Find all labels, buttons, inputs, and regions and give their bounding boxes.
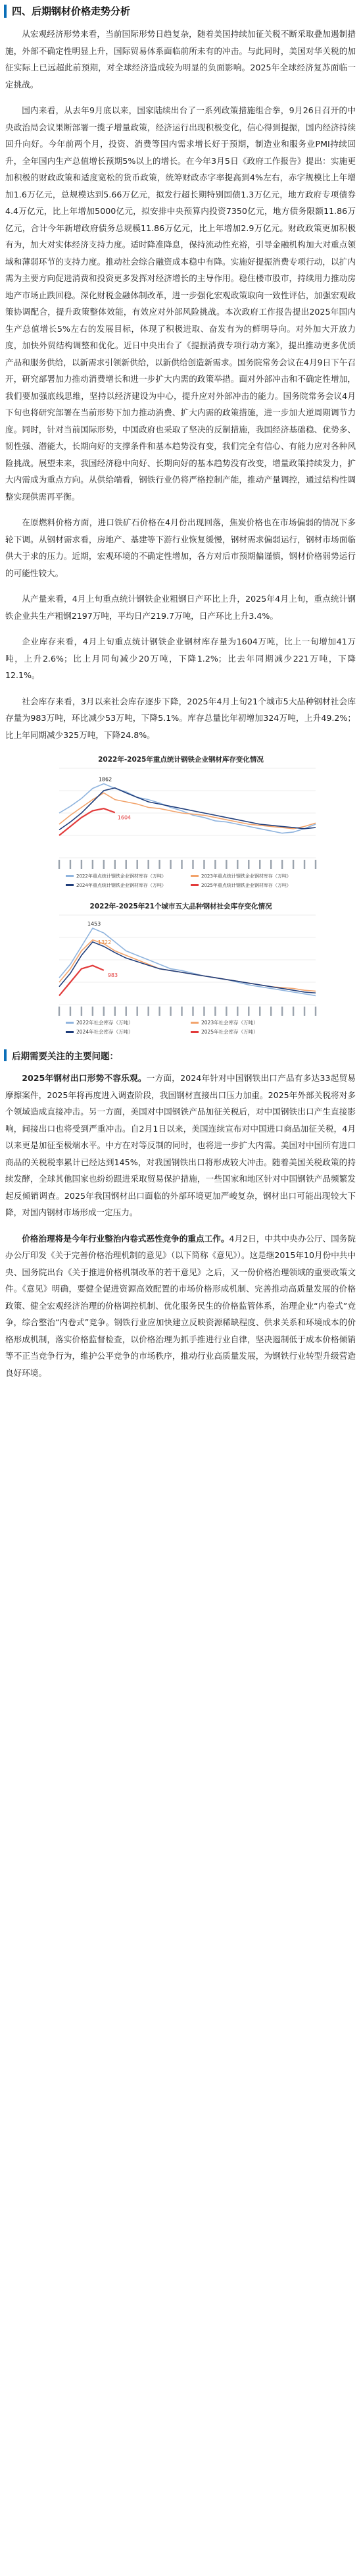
x-tick-label bbox=[281, 1007, 282, 1016]
legend-label: 2025年重点统计钢铁企业钢材库存（万吨） bbox=[201, 883, 291, 888]
legend-label: 2024年重点统计钢铁企业钢材库存（万吨） bbox=[76, 883, 166, 888]
x-tick-label bbox=[181, 1007, 182, 1016]
x-tick-label bbox=[226, 1007, 227, 1016]
paragraph-text: 一方面，2024年针对中国钢铁出口产品有多达33起贸易摩擦案件，2025年将再度进入调查阶段，我国钢材直接出口压力加重。2025年外部关税将对多个领域造成直接冲击。另一方面，美国对中国钢铁产品加征关税后，对中国钢铁出口产生直接影响，间接出口也将受到严重冲击。自2月1日以来，美国连续宣布对中国进口商品加征关税，4月以来更是加征至极端水平。中方在对等反制的同时，也将进一步扩大内需。美国对中国所有进口商品的关税税率累计已经达到145%，对我国钢铁出口将形成较大冲击。随着美国关税政策的持续发酵，全球其他国家也纷纷跟进采取贸易保护措施，一些国家和地区针对中国钢铁产品频繁发起反倾销调查。2025年我国钢材出口面临的外部环境更加严峻复杂，钢材出口可能出现较大下降，对国内钢材市场形成一定压力。 bbox=[5, 1073, 356, 1217]
x-tick-label bbox=[125, 860, 126, 869]
social-inventory-chart bbox=[39, 899, 322, 1041]
data-label: 1604 bbox=[117, 814, 131, 821]
subsection-accent-bar bbox=[4, 1049, 7, 1061]
x-tick-label bbox=[259, 860, 260, 869]
section-accent-bar bbox=[4, 5, 7, 18]
data-label: 1862 bbox=[98, 776, 112, 783]
data-label: 1453 bbox=[87, 920, 101, 927]
legend-swatch-2023 bbox=[191, 875, 199, 877]
x-tick-label bbox=[248, 860, 249, 869]
chart-title: 2022年-2025年21个城市五大品种钢材社会库存变化情况 bbox=[89, 903, 272, 910]
x-tick-label bbox=[58, 860, 59, 869]
data-label: 1322 bbox=[97, 939, 111, 945]
x-tick-label bbox=[125, 1007, 126, 1016]
steel-enterprise-inventory-chart bbox=[39, 752, 322, 894]
x-tick-label bbox=[226, 860, 227, 869]
subsection-header bbox=[4, 1049, 361, 1062]
x-tick-label bbox=[237, 1007, 238, 1016]
legend-label: 2022年重点统计钢铁企业钢材库存（万吨） bbox=[76, 874, 166, 879]
x-tick-label bbox=[80, 860, 82, 869]
x-tick-label bbox=[103, 1007, 104, 1016]
x-tick-label bbox=[170, 860, 171, 869]
paragraph: 从宏观经济形势来看，当前国际形势日趋复杂，随着美国持续加征关税不断采取叠加遏制措施，外部不确定性明显上升，国际贸易体系面临前所未有的冲击。与此同时，美国对华关税的加征实际上已远超此前预期，对全球经济造成较为明显的负面影响。2025年全球经济复苏面临一定挑战。 bbox=[5, 29, 356, 90]
x-tick-label bbox=[147, 1007, 149, 1016]
legend-swatch-2025 bbox=[191, 884, 199, 886]
legend-label: 2025年社会库存（万吨） bbox=[201, 1029, 258, 1035]
x-tick-label bbox=[69, 860, 70, 869]
paragraph-text: 4月2日，中共中央办公厅、国务院办公厅印发《关于完善价格治理机制的意见》（以下简称《意见》）。这是继2015年10月份中共中央、国务院出台《关于推进价格机制改革的若干意见》之后，又一份价格治理领域的重要政策文件。《意见》明确，要健全促进资源高效配置的市场价格形成机制、完善推动高质量发展的价格政策、健全宏观经济治理的价格调控机制、优化服务民生的价格监管体系，治理企业“内卷式”竞争，综合整治“内卷式”竞争。钢铁行业应加快建立反映资源稀缺程度、供求关系和环境成本的价格形成机制，落实价格监督检查，以价格治理为抓手推进行业自律，坚决遏制低于成本价格倾销等不正当竞争行为，维护公平竞争的市场秩序，推动行业高质量发展，为钢铁行业转型升级营造良好环境。 bbox=[5, 1233, 356, 1378]
paragraph-lead: 价格治理将是今年行业整治内卷式恶性竞争的重点工作。 bbox=[22, 1233, 229, 1244]
chart-title: 2022年-2025年重点统计钢铁企业钢材库存变化情况 bbox=[97, 756, 264, 764]
legend-swatch-2024 bbox=[66, 1031, 74, 1033]
x-tick-label bbox=[114, 860, 115, 869]
x-tick-label bbox=[192, 1007, 193, 1016]
legend-swatch-2023 bbox=[191, 1022, 199, 1024]
paragraph: 国内来看，从去年9月底以来，国家陆续出台了一系列政策措施组合拳，9月26日召开的中央政治局会议果断部署一揽子增量政策，经济运行出现积极变化，信心得到提振，国内经济持续回升向好。今年前两个月，投资、消费等国内需求增长好于预期，制造业和服务业PMI持续回升，全年国内生产总值增长预期5%以上的增长。在今年3月5日《政府工作报告》提出：实施更加积极的财政政策和适度宽松的货币政策，统筹财政赤字率提高到4%左右，赤字规模比上年增加1.6万亿元，总规模达到5.66万亿元，拟发行超长期特别国债1.3万亿元，地方政府专项债券4.4万亿元，比上年增加5000亿元，拟安排中央预算内投资7350亿元，地方债务限额11.86万亿元，合计今年新增政府债务总规模11.86万亿元，比上年增加2.9万亿元。财政政策更加积极有为，加大对实体经济支持力度。适时降准降息，保持流动性充裕，引导金融机构加大对重点领域和薄弱环节的支持力度。推动社会综合融资成本稳中有降。实施好提振消费专项行动，以扩内需为主要方向促进消费和投资更多发挥对经济增长的主导作用。稳住楼市股市，持续用力推动房地产市场止跌回稳。深化财税金融体制改革，进一步强化宏观政策取向一致性评估，加强宏观政策协调配合，提升政策整体效能，有效应对外部风险挑战。本次政府工作报告提出2025年国内生产总值增长5%左右的发展目标，体现了积极进取、奋发有为的鲜明导向。对外加大开放力度，加快外贸结构调整和优化。近日中央出台了《提振消费专项行动方案》，提出推动更多优质产品和服务供给，以新需求引领新供给，以新供给创造新需求。国务院常务会议在4月9日下午召开，研究部署加力推动消费增长和进一步扩大内需的政策举措。面对外部冲击和不确定性增加，我们要加强底线思维，坚持以经济建设为中心，提升应对外部冲击的能力。国务院常务会议4月下旬也将研究部署在当前形势下加力推动消费、扩大内需的政策措施，进一步加大逆周期调节力度。同时，针对当前国际形势，中国政府也采取了坚决的反制措施，我国经济基础稳、优势多、韧性强、潜能大，长期向好的支撑条件和基本趋势没有变，我们完全有信心、有能力应对各种风险挑战。展望未来，我国经济稳中向好、长期向好的基本趋势没有改变，增量政策持续发力，扩大内需成为重点方向。从供给端看，钢铁行业仍将严格控制产能，推动产量调控，通过结构性调整实现供需再平衡。 bbox=[5, 105, 356, 502]
section-header bbox=[4, 4, 361, 18]
x-tick-label bbox=[181, 860, 182, 869]
x-tick-label bbox=[281, 860, 282, 869]
x-tick-label bbox=[69, 1007, 70, 1016]
x-tick-label bbox=[58, 1007, 59, 1016]
chart-background bbox=[39, 752, 322, 894]
x-tick-label bbox=[314, 860, 316, 869]
x-tick-label bbox=[259, 1007, 260, 1016]
x-tick-label bbox=[147, 860, 149, 869]
legend-label: 2023年社会库存（万吨） bbox=[201, 1020, 258, 1026]
x-tick-label bbox=[158, 860, 160, 869]
paragraph bbox=[5, 1070, 356, 1221]
paragraph: 在原燃料价格方面，进口铁矿石价格在4月份出现回落，焦炭价格也在市场偏弱的情况下多轮下调。从钢材需求看，房地产、基建等下游行业恢复缓慢，钢材需求偏弱运行，钢材市场面临供大于求的压力。近期，宏观环境的不确定性增加，各方对后市预期偏谨慎，钢材价格弱势运行的可能性较大。 bbox=[5, 517, 356, 578]
x-tick-label bbox=[314, 1007, 316, 1016]
x-tick-label bbox=[303, 860, 304, 869]
x-tick-label bbox=[80, 1007, 82, 1016]
x-tick-label bbox=[270, 860, 271, 869]
legend-swatch-2022 bbox=[66, 875, 74, 877]
x-tick-label bbox=[114, 1007, 115, 1016]
x-tick-label bbox=[270, 1007, 271, 1016]
paragraph bbox=[5, 1230, 356, 1382]
legend-label: 2022年社会库存（万吨） bbox=[76, 1020, 133, 1026]
x-tick-label bbox=[248, 1007, 249, 1016]
legend-label: 2023年重点统计钢铁企业钢材库存（万吨） bbox=[201, 874, 291, 879]
legend-label: 2024年社会库存（万吨） bbox=[76, 1029, 133, 1035]
paragraph: 企业库存来看，4月上旬重点统计钢铁企业钢材库存量为1604万吨，比上一旬增加41万吨，上升2.6%；比上月同旬减少20万吨，下降1.2%；比去年同期减少221万吨，下降12.1%。 bbox=[5, 637, 356, 680]
x-tick-label bbox=[192, 860, 193, 869]
x-tick-label bbox=[91, 1007, 93, 1016]
legend-swatch-2024 bbox=[66, 884, 74, 886]
x-tick-label bbox=[136, 1007, 137, 1016]
x-tick-label bbox=[103, 860, 104, 869]
x-tick-label bbox=[292, 860, 293, 869]
subsection-title: 后期需要关注的主要问题： bbox=[12, 1051, 118, 1062]
x-tick-label bbox=[170, 1007, 171, 1016]
x-tick-label bbox=[203, 860, 205, 869]
paragraph: 从产量来看，4月上旬重点统计钢铁企业粗钢日产环比上升，2025年4月上旬，重点统计钢铁企业共生产粗钢2197万吨，平均日产219.7万吨，日产环比上升3.4%。 bbox=[5, 594, 356, 621]
x-tick-label bbox=[158, 1007, 160, 1016]
x-tick-label bbox=[237, 860, 238, 869]
x-tick-label bbox=[203, 1007, 205, 1016]
x-tick-label bbox=[292, 1007, 293, 1016]
x-tick-label bbox=[214, 1007, 216, 1016]
x-tick-label bbox=[303, 1007, 304, 1016]
section-title: 四、后期钢材价格走势分析 bbox=[12, 5, 131, 17]
paragraph: 社会库存来看，3月以来社会库存逐步下降，2025年4月上旬21个城市5大品种钢材社会库存量为983万吨，环比减少53万吨，下降5.1%。库存总量比年初增加324万吨，上升49.2%；比上年同期减少325万吨，下降24.8%。 bbox=[5, 696, 356, 740]
x-tick-label bbox=[136, 860, 137, 869]
x-tick-label bbox=[91, 860, 93, 869]
legend-swatch-2022 bbox=[66, 1022, 74, 1024]
x-tick-label bbox=[214, 860, 216, 869]
legend-swatch-2025 bbox=[191, 1031, 199, 1033]
paragraph-lead: 2025年钢材出口形势不容乐观。 bbox=[22, 1073, 147, 1083]
data-label: 983 bbox=[107, 972, 118, 978]
